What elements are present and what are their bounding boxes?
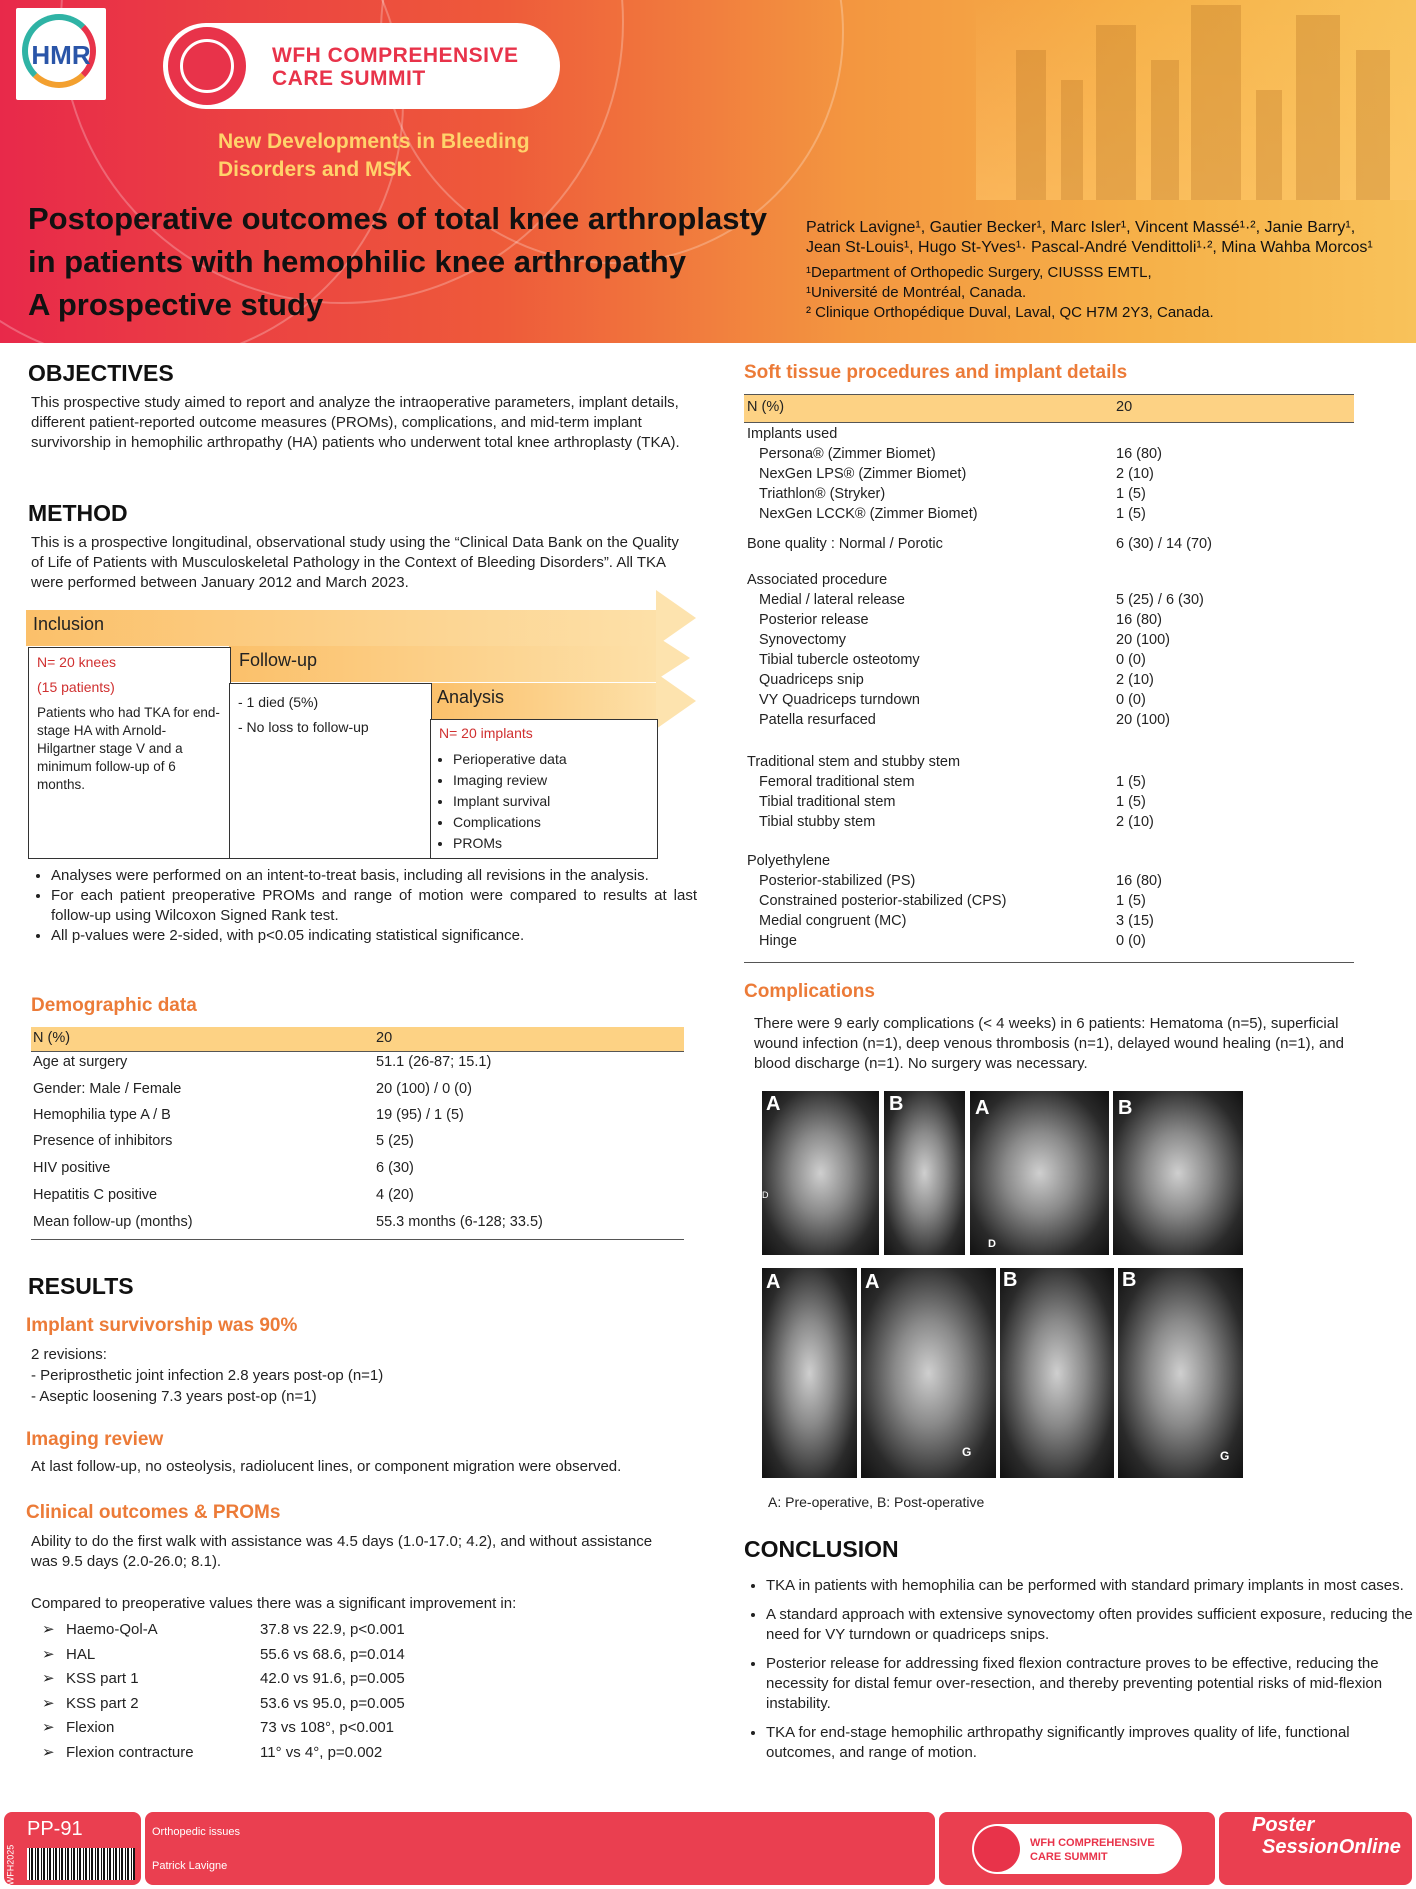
method-bullets bbox=[31, 866, 697, 946]
table-row-value: 2 (10) bbox=[1116, 814, 1154, 830]
demographic-heading: Demographic data bbox=[31, 995, 197, 1016]
table-row-label: Hepatitis C positive bbox=[33, 1187, 158, 1203]
table-row-label: Triathlon® (Stryker) bbox=[759, 486, 886, 502]
survivorship-line: - Periprosthetic joint infection 2.8 years post-op (n=1) bbox=[31, 1367, 384, 1384]
table-row-label: Medial congruent (MC) bbox=[759, 913, 907, 929]
arrow-bullet-icon: ➢ bbox=[42, 1719, 55, 1736]
prom-value: 73 vs 108°, p<0.001 bbox=[260, 1719, 395, 1736]
group-title: Traditional stem and stubby stem bbox=[747, 754, 961, 770]
arrow-bullet-icon: ➢ bbox=[42, 1621, 55, 1638]
table-row-value: 16 (80) bbox=[1116, 873, 1162, 889]
poster-code: PP-91 bbox=[27, 1818, 83, 1840]
table-row-label: Medial / lateral release bbox=[759, 592, 905, 608]
conclusion-bullet: • TKA in patients with hemophilia can be performed with standard primary implants in most cases. bbox=[766, 1576, 1416, 1596]
xray-label: B bbox=[1118, 1097, 1133, 1119]
table-row-value: 20 (100) / 0 (0) bbox=[376, 1081, 472, 1097]
xray-image bbox=[861, 1268, 996, 1478]
table-row-value: 1 (5) bbox=[1116, 506, 1146, 522]
authors-line1: Patrick Lavigne¹, Gautier Becker¹, Marc Isler¹, Vincent Massé¹·², Janie Barry¹, bbox=[806, 219, 1356, 236]
table-row-label: Age at surgery bbox=[33, 1054, 128, 1070]
poster-title bbox=[28, 197, 788, 326]
table-row-label: Patella resurfaced bbox=[759, 712, 876, 728]
prom-value: 42.0 vs 91.6, p=0.005 bbox=[260, 1670, 405, 1687]
table-row-value: 5 (25) bbox=[376, 1133, 414, 1149]
survivorship-line: - Aseptic loosening 7.3 years post-op (n=1) bbox=[31, 1388, 317, 1405]
soft-tissue-col1: N (%) bbox=[747, 399, 785, 415]
xray-label: A bbox=[766, 1093, 781, 1115]
table-row-label: Hemophilia type A / B bbox=[33, 1107, 171, 1123]
title-line3: A prospective study bbox=[28, 287, 324, 322]
demographic-col2: 20 bbox=[376, 1030, 393, 1046]
inclusion-criteria: Patients who had TKA for end-stage HA with Arnold-Hilgartner stage V and a minimum follow-up of 6 months. bbox=[37, 705, 220, 792]
table-row-label: Synovectomy bbox=[759, 632, 847, 648]
arrow-bullet-icon: ➢ bbox=[42, 1743, 55, 1761]
method-text: This is a prospective longitudinal, observational study using the “Clinical Data Bank on the Quality of Life of Patients with Musculoskeletal Pathology in the Context of Bleeding Disorders”. All TKA were performed between January 2012 and March 2023. bbox=[31, 534, 679, 591]
xray-label: B bbox=[889, 1093, 904, 1115]
proms-list bbox=[42, 1618, 522, 1765]
xray-label: B bbox=[1122, 1269, 1137, 1291]
analysis-item: • Complications bbox=[453, 812, 567, 833]
prom-value: 53.6 vs 95.0, p=0.005 bbox=[260, 1694, 405, 1712]
analysis-list bbox=[433, 749, 567, 854]
results-heading: RESULTS bbox=[28, 1273, 134, 1299]
inclusion-label: Inclusion bbox=[33, 614, 105, 634]
xray-image bbox=[1118, 1268, 1243, 1478]
followup-box bbox=[229, 683, 432, 859]
followup-list bbox=[238, 690, 369, 740]
analysis-item: • Implant survival bbox=[453, 791, 567, 812]
compared-text: Compared to preoperative values there was a significant improvement in: bbox=[31, 1595, 517, 1612]
prom-row bbox=[42, 1741, 522, 1766]
table-row-label: Presence of inhibitors bbox=[33, 1133, 173, 1149]
table-row-value: 0 (0) bbox=[1116, 652, 1146, 668]
poster-footer bbox=[0, 1808, 1416, 1889]
affiliation-2: ¹Université de Montréal, Canada. bbox=[806, 284, 1027, 301]
prom-name: Flexion bbox=[66, 1719, 115, 1736]
soft-tissue-table-header bbox=[744, 394, 1354, 423]
xray-label: A bbox=[766, 1271, 781, 1293]
survivorship-details bbox=[31, 1344, 681, 1407]
xray-label: A bbox=[865, 1271, 880, 1293]
table-row-value: 1 (5) bbox=[1116, 486, 1146, 502]
xray-image bbox=[970, 1091, 1109, 1255]
conclusion-bullet: • Posterior release for addressing fixed flexion contracture proves to be effective, reducing the necessity for distal femur over-resection, and thereby preventing potential risks of mid-flexion instability. bbox=[766, 1654, 1416, 1714]
table-row-value: 2 (10) bbox=[1116, 466, 1154, 482]
prom-name: HAL bbox=[66, 1645, 96, 1663]
table-row-value: 6 (30) / 14 (70) bbox=[1116, 536, 1212, 552]
analysis-arrow bbox=[656, 673, 696, 729]
table-row-value: 3 (15) bbox=[1116, 913, 1154, 929]
arrow-bullet-icon: ➢ bbox=[42, 1694, 55, 1712]
table-row-value: 20 (100) bbox=[1116, 632, 1171, 648]
demographic-table bbox=[31, 1054, 684, 1240]
clinical-text: Ability to do the first walk with assistance was 4.5 days (1.0-17.0; 4.2), and without assistance was 9.5 days (2.0-26.0; 8.1). bbox=[31, 1533, 653, 1570]
category-panel bbox=[145, 1812, 935, 1885]
table-row-label: Tibial tubercle osteotomy bbox=[759, 652, 920, 668]
globe-icon-ring bbox=[180, 39, 234, 93]
prom-row bbox=[42, 1643, 522, 1668]
globe-icon bbox=[974, 1826, 1020, 1872]
inclusion-box bbox=[28, 647, 231, 859]
poster-author: Patrick Lavigne bbox=[152, 1860, 228, 1872]
analysis-item: • Imaging review bbox=[453, 770, 567, 791]
table-row-label: Gender: Male / Female bbox=[33, 1081, 182, 1097]
xray-label: B bbox=[1003, 1269, 1018, 1291]
table-row-value: 4 (20) bbox=[376, 1187, 414, 1203]
tagline-line1: New Developments in Bleeding bbox=[218, 130, 530, 153]
side-tag: WFH2025 bbox=[5, 1844, 16, 1886]
analysis-implants: N= 20 implants bbox=[439, 725, 533, 741]
demographic-col1: N (%) bbox=[33, 1030, 71, 1046]
summit-tagline bbox=[218, 128, 530, 184]
xray-caption: A: Pre-operative, B: Post-operative bbox=[768, 1494, 985, 1510]
table-row-value: 20 (100) bbox=[1116, 712, 1171, 728]
objectives-heading: OBJECTIVES bbox=[28, 360, 174, 386]
table-row-value: 19 (95) / 1 (5) bbox=[376, 1107, 464, 1123]
imaging-heading: Imaging review bbox=[26, 1429, 164, 1450]
group-title: Bone quality : Normal / Porotic bbox=[747, 536, 943, 552]
conclusion-bullets bbox=[746, 1576, 1416, 1763]
footer-summit-line2: CARE SUMMIT bbox=[1030, 1851, 1108, 1863]
table-row-label: NexGen LCCK® (Zimmer Biomet) bbox=[759, 506, 978, 522]
method-bullet: • All p-values were 2-sided, with p<0.05 indicating statistical significance. bbox=[51, 926, 697, 946]
survivorship-line: 2 revisions: bbox=[31, 1346, 107, 1363]
xray-side-mark: D bbox=[988, 1238, 996, 1250]
soft-tissue-col2: 20 bbox=[1116, 399, 1133, 415]
table-row-value: 0 (0) bbox=[1116, 692, 1146, 708]
barcode bbox=[27, 1848, 135, 1880]
table-row-label: Posterior-stabilized (PS) bbox=[759, 873, 916, 889]
table-row-label: Constrained posterior-stabilized (CPS) bbox=[759, 893, 1007, 909]
xray-side-mark: G bbox=[962, 1445, 972, 1459]
prom-row bbox=[42, 1716, 522, 1741]
followup-item: - 1 died (5%) bbox=[238, 694, 319, 710]
xray-label: A bbox=[975, 1097, 990, 1119]
table-row-label: Femoral traditional stem bbox=[759, 774, 915, 790]
table-row-label: Posterior release bbox=[759, 612, 869, 628]
table-row-label: Tibial stubby stem bbox=[759, 814, 876, 830]
author-list bbox=[806, 218, 1406, 258]
affiliations bbox=[806, 263, 1406, 323]
prom-name: KSS part 2 bbox=[66, 1694, 139, 1712]
table-row-label: Hinge bbox=[759, 933, 797, 949]
prom-name: Haemo-Qol-A bbox=[66, 1621, 158, 1638]
imaging-text: At last follow-up, no osteolysis, radiolucent lines, or component migration were observed. bbox=[31, 1458, 622, 1475]
table-row-label: Mean follow-up (months) bbox=[33, 1214, 193, 1230]
table-row-label: NexGen LPS® (Zimmer Biomet) bbox=[759, 466, 967, 482]
title-line1: Postoperative outcomes of total knee arthroplasty bbox=[28, 201, 768, 236]
prom-value: 55.6 vs 68.6, p=0.014 bbox=[260, 1645, 405, 1663]
analysis-item: • Perioperative data bbox=[453, 749, 567, 770]
affiliation-1: ¹Department of Orthopedic Surgery, CIUSSS EMTL, bbox=[806, 264, 1152, 281]
affiliation-3: ² Clinique Orthopédique Duval, Laval, QC H7M 2Y3, Canada. bbox=[806, 304, 1214, 321]
prom-value: 37.8 vs 22.9, p<0.001 bbox=[260, 1621, 405, 1638]
soft-tissue-heading: Soft tissue procedures and implant details bbox=[744, 362, 1128, 383]
arrow-bullet-icon: ➢ bbox=[42, 1645, 55, 1663]
table-row-value: 55.3 months (6-128; 33.5) bbox=[376, 1214, 543, 1230]
analysis-box bbox=[430, 719, 658, 859]
prom-name: KSS part 1 bbox=[66, 1670, 139, 1687]
inclusion-patients: (15 patients) bbox=[37, 679, 115, 695]
xray-image bbox=[1000, 1268, 1114, 1478]
title-line2: in patients with hemophilic knee arthropathy bbox=[28, 244, 686, 279]
table-row-value: 1 (5) bbox=[1116, 893, 1146, 909]
table-row-label: Tibial traditional stem bbox=[759, 794, 896, 810]
pso-logo-line2: SessionOnline bbox=[1262, 1836, 1401, 1858]
table-row-label: Quadriceps snip bbox=[759, 672, 864, 688]
method-heading: METHOD bbox=[28, 500, 128, 526]
prom-value: 11° vs 4°, p=0.002 bbox=[260, 1743, 383, 1761]
table-row-label: Persona® (Zimmer Biomet) bbox=[759, 446, 936, 462]
poster-category: Orthopedic issues bbox=[152, 1826, 241, 1838]
city-skyline-image bbox=[976, 0, 1416, 200]
prom-row bbox=[42, 1667, 522, 1692]
survivorship-heading: Implant survivorship was 90% bbox=[26, 1315, 298, 1336]
table-row-value: 0 (0) bbox=[1116, 933, 1146, 949]
arrow-bullet-icon: ➢ bbox=[42, 1670, 55, 1687]
table-row-value: 2 (10) bbox=[1116, 672, 1154, 688]
conclusion-bullet: • A standard approach with extensive synovectomy often provides sufficient exposure, reducing the need for VY turndown or quadriceps snips. bbox=[766, 1605, 1416, 1645]
clinical-heading: Clinical outcomes & PROMs bbox=[26, 1502, 281, 1523]
table-row-value: 16 (80) bbox=[1116, 612, 1162, 628]
analysis-item: • PROMs bbox=[453, 833, 567, 854]
method-bullet: • For each patient preoperative PROMs and range of motion were compared to results at last follow-up using Wilcoxon Signed Rank test. bbox=[51, 886, 697, 926]
table-row-label: HIV positive bbox=[33, 1160, 111, 1176]
table-row-value: 16 (80) bbox=[1116, 446, 1162, 462]
complications-heading: Complications bbox=[744, 981, 875, 1002]
tagline-line2: Disorders and MSK bbox=[218, 158, 412, 181]
xray-image bbox=[762, 1268, 857, 1478]
conclusion-bullet: • TKA for end-stage hemophilic arthropathy significantly improves quality of life, functional outcomes, and range of motion. bbox=[766, 1723, 1416, 1763]
group-title: Implants used bbox=[747, 426, 838, 442]
objectives-text: This prospective study aimed to report and analyze the intraoperative parameters, implant details, different patient-reported outcome measures (PROMs), complications, and mid-term implant survivorship in hemophilic arthropathy (HA) patients who underwent total knee arthroplasty (TKA). bbox=[31, 394, 680, 451]
xray-side-mark: G bbox=[1220, 1449, 1230, 1463]
table-row-value: 1 (5) bbox=[1116, 774, 1146, 790]
table-row-label: VY Quadriceps turndown bbox=[759, 692, 920, 708]
summit-name-line2: CARE SUMMIT bbox=[272, 67, 426, 90]
soft-tissue-table bbox=[744, 424, 1354, 963]
method-bullet: • Analyses were performed on an intent-to-treat basis, including all revisions in the analysis. bbox=[51, 866, 697, 886]
inclusion-band bbox=[26, 610, 656, 646]
xray-side-mark: D bbox=[762, 1190, 769, 1200]
prom-row bbox=[42, 1692, 522, 1717]
prom-row bbox=[42, 1618, 522, 1643]
summit-name-line1: WFH COMPREHENSIVE bbox=[272, 44, 519, 67]
authors-line2: Jean St-Louis¹, Hugo St-Yves¹· Pascal-André Vendittoli¹·², Mina Wahba Morcos¹ bbox=[806, 239, 1373, 256]
inclusion-knees: N= 20 knees bbox=[37, 654, 116, 670]
group-title: Associated procedure bbox=[747, 572, 888, 588]
group-title: Polyethylene bbox=[747, 853, 831, 869]
analysis-label: Analysis bbox=[437, 687, 505, 707]
pso-logo-line1: Poster bbox=[1252, 1814, 1315, 1836]
conclusion-heading: CONCLUSION bbox=[744, 1536, 899, 1562]
hmr-logo-text: HMR bbox=[31, 40, 91, 70]
footer-summit-line1: WFH COMPREHENSIVE bbox=[1030, 1837, 1155, 1849]
table-row-value: 5 (25) / 6 (30) bbox=[1116, 592, 1204, 608]
table-row-value: 51.1 (26-87; 15.1) bbox=[376, 1054, 492, 1070]
complications-text: There were 9 early complications (< 4 weeks) in 6 patients: Hematoma (n=5), superficial wound infection (n=1), deep venous thrombosis (n=1), delayed wound healing (n=1), and blood discharge (n=1). No surgery was necessary. bbox=[754, 1015, 1344, 1072]
xray-image bbox=[1113, 1091, 1243, 1255]
prom-name: Flexion contracture bbox=[66, 1743, 194, 1761]
followup-label: Follow-up bbox=[239, 650, 318, 670]
table-row-value: 1 (5) bbox=[1116, 794, 1146, 810]
table-row-value: 6 (30) bbox=[376, 1160, 414, 1176]
demographic-table-header bbox=[31, 1027, 684, 1052]
followup-item: - No loss to follow-up bbox=[238, 719, 369, 735]
